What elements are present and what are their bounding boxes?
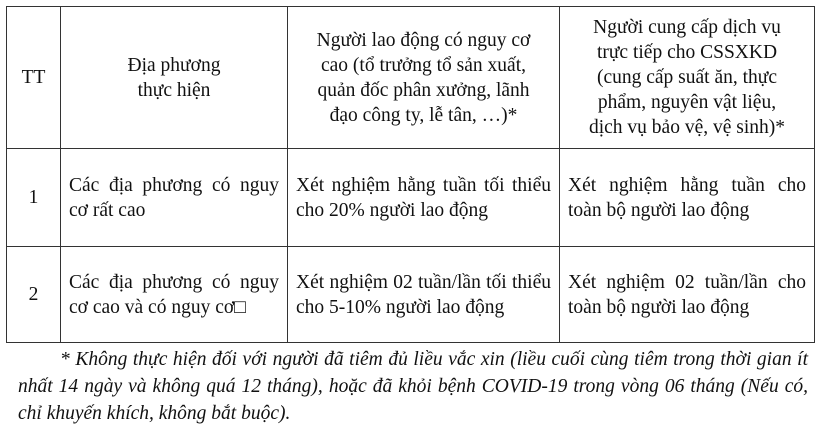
footnote: * Không thực hiện đối với người đã tiêm đủ liều vắc xin (liều cuối cùng tiêm trong thời gian ít nhất 14 ngày và không quá 12 tháng), hoặc đã khỏi bệnh COVID-19 trong vòng 06 tháng (Nếu có, chỉ khuyến khích, không bắt buộc). <box>18 349 808 424</box>
header-tt: TT <box>7 7 61 149</box>
header-high-risk-workers: Người lao động có nguy cơ cao (tổ trưởng tổ sản xuất, quản đốc phân xưởng, lãnh đạo công ty, lễ tân, …)* <box>288 7 560 149</box>
row-number: 2 <box>7 247 61 343</box>
row-high-risk-requirement: Xét nghiệm hằng tuần tối thiểu cho 20% người lao động <box>288 149 560 247</box>
table-row <box>7 149 815 247</box>
table-row <box>7 247 815 343</box>
row-locality: Các địa phương có nguy cơ rất cao <box>61 149 288 247</box>
row-provider-requirement: Xét nghiệm 02 tuần/lần cho toàn bộ người lao động <box>560 247 815 343</box>
header-locality: Địa phương thực hiện <box>61 7 288 149</box>
table-header-row <box>7 7 815 149</box>
row-locality: Các địa phương có nguy cơ cao và có nguy cơ□ <box>61 247 288 343</box>
header-direct-service-providers: Người cung cấp dịch vụ trực tiếp cho CSSXKD (cung cấp suất ăn, thực phẩm, nguyên vật liệu, dịch vụ bảo vệ, vệ sinh)* <box>560 7 815 149</box>
row-number: 1 <box>7 149 61 247</box>
row-high-risk-requirement: Xét nghiệm 02 tuần/lần tối thiểu cho 5-10% người lao động <box>288 247 560 343</box>
testing-requirements-table <box>6 6 815 343</box>
row-provider-requirement: Xét nghiệm hằng tuần cho toàn bộ người lao động <box>560 149 815 247</box>
